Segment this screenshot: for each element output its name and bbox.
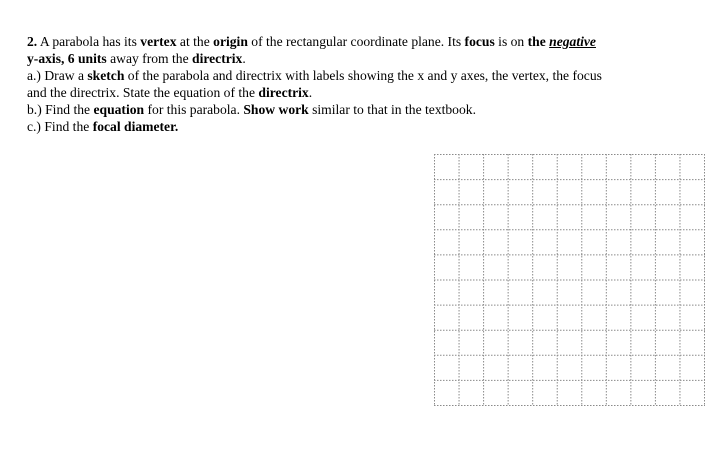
bold-focus: focus (464, 34, 495, 49)
part-a-line-1 (27, 67, 697, 84)
text-segment: for this parabola. (144, 102, 244, 117)
graph-grid (434, 154, 705, 406)
problem-line-1 (27, 33, 697, 50)
part-a-line-2 (27, 84, 697, 101)
bold-focal-diameter: focal diameter. (92, 119, 179, 134)
text-segment: at the (176, 34, 214, 49)
text-segment: and the directrix. State the equation of the (27, 85, 259, 100)
part-b-line (27, 101, 697, 118)
text-segment: of the rectangular coordinate plane. Its (247, 34, 465, 49)
text-segment: away from the (106, 51, 193, 66)
part-c-line (27, 118, 697, 135)
bold-negative: negative (549, 34, 596, 49)
bold-origin: origin (213, 34, 248, 49)
text-segment: b.) Find the (27, 102, 94, 117)
text-segment: of the parabola and directrix with labels showing the x and y axes, the vertex, the focus (124, 68, 602, 83)
bold-vertex: vertex (140, 34, 177, 49)
text-segment: c.) Find the (27, 119, 93, 134)
text-segment: . (308, 85, 313, 100)
bold-y-axis: y-axis, 6 units (27, 51, 107, 66)
bold-directrix-a: directrix (258, 85, 309, 100)
problem-line-2 (27, 50, 697, 67)
text-segment: . (242, 51, 246, 66)
bold-show-work: Show work (243, 102, 309, 117)
text-segment: is on (494, 34, 528, 49)
bold-the: the (527, 34, 546, 49)
problem-text (27, 33, 697, 135)
graph-grid-svg (434, 154, 705, 406)
problem-number: 2. (27, 34, 38, 49)
bold-directrix: directrix (192, 51, 243, 66)
text-segment: A parabola has its (37, 34, 141, 49)
bold-sketch: sketch (87, 68, 125, 83)
text-segment: similar to that in the textbook. (308, 102, 476, 117)
bold-equation: equation (93, 102, 145, 117)
text-segment: a.) Draw a (27, 68, 88, 83)
